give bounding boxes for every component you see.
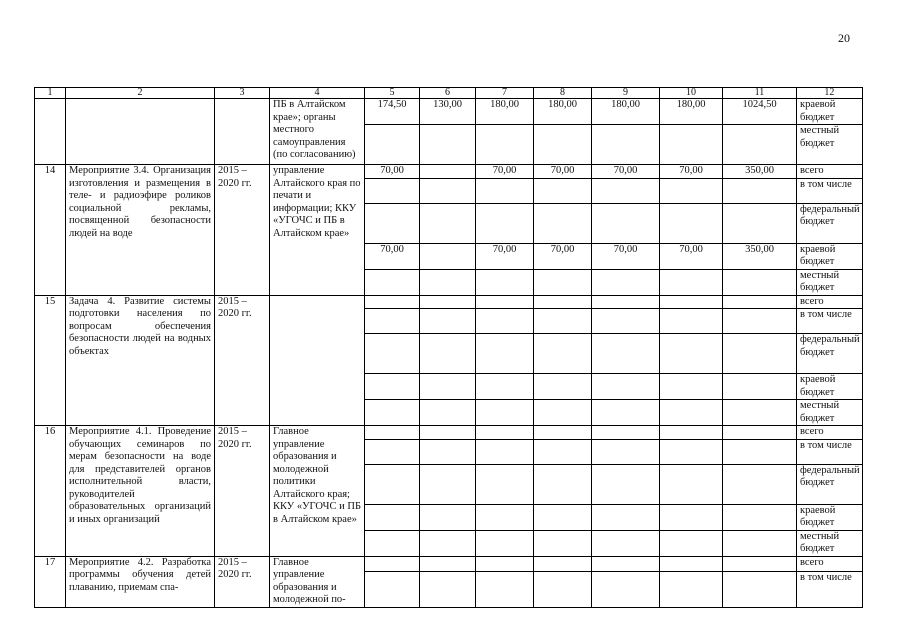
executor	[270, 295, 365, 426]
value-cell	[660, 125, 723, 165]
value-cell	[420, 464, 476, 504]
value-cell: 70,00	[660, 165, 723, 179]
value-cell	[660, 530, 723, 556]
value-cell	[420, 426, 476, 440]
value-cell	[660, 374, 723, 400]
value-cell	[723, 504, 797, 530]
budget-source: краевой бюджет	[797, 243, 863, 269]
table-row	[35, 295, 863, 309]
value-cell	[534, 269, 592, 295]
value-cell	[476, 556, 534, 572]
period	[215, 99, 270, 165]
value-cell: 70,00	[365, 165, 420, 179]
period: 2015 – 2020 гг.	[215, 165, 270, 296]
value-cell	[660, 504, 723, 530]
budget-source: местный бюджет	[797, 125, 863, 165]
budget-source: в том числе	[797, 439, 863, 464]
value-cell	[723, 572, 797, 607]
table-body	[35, 88, 863, 608]
value-cell	[476, 400, 534, 426]
value-cell	[420, 572, 476, 607]
value-cell	[420, 504, 476, 530]
value-cell	[534, 504, 592, 530]
value-cell	[592, 374, 660, 400]
budget-source: краевой бюджет	[797, 374, 863, 400]
value-cell	[592, 400, 660, 426]
measure-name: Мероприятие 4.2. Разработка программы обучения детей плаванию, приемам спа-	[66, 556, 215, 607]
value-cell	[534, 295, 592, 309]
value-cell	[592, 464, 660, 504]
value-cell	[476, 572, 534, 607]
value-cell: 180,00	[592, 99, 660, 125]
value-cell	[592, 504, 660, 530]
value-cell	[476, 464, 534, 504]
period: 2015 – 2020 гг.	[215, 426, 270, 557]
value-cell: 180,00	[534, 99, 592, 125]
value-cell	[723, 426, 797, 440]
value-cell	[592, 178, 660, 203]
header-cell-8: 8	[534, 88, 592, 99]
value-cell	[592, 556, 660, 572]
value-cell	[476, 504, 534, 530]
budget-source: всего	[797, 426, 863, 440]
value-cell	[592, 530, 660, 556]
value-cell	[723, 334, 797, 374]
value-cell	[660, 400, 723, 426]
value-cell	[476, 439, 534, 464]
value-cell	[476, 178, 534, 203]
value-cell	[476, 426, 534, 440]
value-cell: 70,00	[534, 165, 592, 179]
value-cell	[723, 295, 797, 309]
value-cell	[365, 309, 420, 334]
value-cell	[476, 203, 534, 243]
table-row	[35, 99, 863, 125]
value-cell	[420, 165, 476, 179]
value-cell: 70,00	[592, 243, 660, 269]
value-cell: 70,00	[476, 165, 534, 179]
measure-name: Мероприятие 4.1. Проведение обучающих семинаров по мерам безопасности на воде для представителей органов исполнительной власти, руководителей образовательных организаций и иных организаций	[66, 426, 215, 557]
value-cell	[534, 125, 592, 165]
value-cell: 350,00	[723, 243, 797, 269]
value-cell	[660, 439, 723, 464]
header-cell-2: 2	[66, 88, 215, 99]
value-cell	[660, 464, 723, 504]
value-cell	[592, 125, 660, 165]
value-cell	[660, 178, 723, 203]
value-cell	[660, 426, 723, 440]
value-cell	[660, 572, 723, 607]
value-cell: 174,50	[365, 99, 420, 125]
value-cell	[592, 203, 660, 243]
value-cell	[420, 295, 476, 309]
value-cell	[534, 309, 592, 334]
value-cell: 70,00	[592, 165, 660, 179]
header-cell-7: 7	[476, 88, 534, 99]
value-cell: 70,00	[476, 243, 534, 269]
row-number: 15	[35, 295, 66, 426]
header-cell-1: 1	[35, 88, 66, 99]
executor: Главное управление образования и молодежной по-	[270, 556, 365, 607]
budget-source: в том числе	[797, 309, 863, 334]
measure-name	[66, 99, 215, 165]
value-cell	[660, 203, 723, 243]
table-row	[35, 556, 863, 572]
value-cell	[420, 125, 476, 165]
value-cell	[420, 400, 476, 426]
budget-source: федеральный бюджет	[797, 334, 863, 374]
value-cell	[723, 464, 797, 504]
period: 2015 – 2020 гг.	[215, 556, 270, 607]
page-number: 20	[838, 31, 850, 45]
value-cell	[723, 309, 797, 334]
budget-source: федеральный бюджет	[797, 203, 863, 243]
header-cell-5: 5	[365, 88, 420, 99]
value-cell: 1024,50	[723, 99, 797, 125]
value-cell: 70,00	[534, 243, 592, 269]
budget-source: федеральный бюджет	[797, 464, 863, 504]
value-cell	[534, 572, 592, 607]
value-cell	[365, 334, 420, 374]
value-cell	[660, 556, 723, 572]
value-cell	[420, 269, 476, 295]
value-cell	[534, 426, 592, 440]
row-number	[35, 99, 66, 165]
value-cell	[476, 295, 534, 309]
budget-source: краевой бюджет	[797, 99, 863, 125]
value-cell	[476, 530, 534, 556]
header-cell-3: 3	[215, 88, 270, 99]
value-cell	[723, 530, 797, 556]
value-cell	[723, 439, 797, 464]
value-cell	[534, 464, 592, 504]
value-cell	[420, 556, 476, 572]
value-cell: 130,00	[420, 99, 476, 125]
row-number: 16	[35, 426, 66, 557]
value-cell	[420, 530, 476, 556]
row-number: 14	[35, 165, 66, 296]
value-cell: 70,00	[660, 243, 723, 269]
value-cell	[534, 556, 592, 572]
executor: Главное управление образования и молодежной политики Алтайского края; ККУ «УГОЧС и ПБ в Алтайском крае»	[270, 426, 365, 557]
table-row	[35, 165, 863, 179]
table-row	[35, 426, 863, 440]
value-cell: 180,00	[476, 99, 534, 125]
value-cell: 350,00	[723, 165, 797, 179]
value-cell	[592, 572, 660, 607]
executor: ПБ в Алтайском крае»; органы местного самоуправления (по согласованию)	[270, 99, 365, 165]
value-cell	[365, 269, 420, 295]
value-cell	[476, 125, 534, 165]
header-cell-10: 10	[660, 88, 723, 99]
value-cell	[534, 439, 592, 464]
value-cell: 180,00	[660, 99, 723, 125]
value-cell	[723, 203, 797, 243]
budget-source: всего	[797, 556, 863, 572]
budget-source: краевой бюджет	[797, 504, 863, 530]
value-cell	[534, 203, 592, 243]
value-cell	[592, 295, 660, 309]
value-cell	[365, 125, 420, 165]
header-cell-11: 11	[723, 88, 797, 99]
value-cell	[660, 269, 723, 295]
measure-name: Задача 4. Развитие системы подготовки населения по вопросам обеспечения безопасности людей на водных объектах	[66, 295, 215, 426]
budget-source: местный бюджет	[797, 269, 863, 295]
executor: управление Алтайского края по печати и информации; ККУ «УГОЧС и ПБ в Алтайском крае»	[270, 165, 365, 296]
value-cell	[365, 400, 420, 426]
budget-table	[34, 87, 863, 608]
header-cell-4: 4	[270, 88, 365, 99]
value-cell	[723, 178, 797, 203]
budget-source: всего	[797, 295, 863, 309]
value-cell	[420, 334, 476, 374]
value-cell	[660, 334, 723, 374]
value-cell	[723, 400, 797, 426]
value-cell	[476, 334, 534, 374]
budget-source: в том числе	[797, 572, 863, 607]
value-cell	[365, 295, 420, 309]
budget-source: всего	[797, 165, 863, 179]
budget-source: местный бюджет	[797, 400, 863, 426]
value-cell	[592, 439, 660, 464]
value-cell	[420, 439, 476, 464]
value-cell	[723, 125, 797, 165]
header-cell-12: 12	[797, 88, 863, 99]
value-cell	[592, 334, 660, 374]
value-cell	[365, 464, 420, 504]
value-cell	[534, 400, 592, 426]
value-cell	[420, 374, 476, 400]
header-row	[35, 88, 863, 99]
value-cell	[420, 243, 476, 269]
value-cell	[723, 374, 797, 400]
value-cell	[592, 269, 660, 295]
value-cell	[534, 178, 592, 203]
value-cell	[534, 374, 592, 400]
value-cell	[365, 374, 420, 400]
measure-name: Мероприятие 3.4. Организация изготовления и размещения в теле- и радиоэфире роликов социальной рекламы, посвященной безопасности людей на воде	[66, 165, 215, 296]
value-cell	[476, 309, 534, 334]
value-cell	[534, 530, 592, 556]
header-cell-9: 9	[592, 88, 660, 99]
value-cell	[420, 203, 476, 243]
value-cell	[365, 530, 420, 556]
budget-source: в том числе	[797, 178, 863, 203]
header-cell-6: 6	[420, 88, 476, 99]
value-cell	[534, 334, 592, 374]
value-cell	[365, 439, 420, 464]
value-cell	[476, 374, 534, 400]
value-cell	[723, 269, 797, 295]
row-number: 17	[35, 556, 66, 607]
value-cell: 70,00	[365, 243, 420, 269]
value-cell	[365, 426, 420, 440]
period: 2015 – 2020 гг.	[215, 295, 270, 426]
value-cell	[592, 426, 660, 440]
value-cell	[420, 309, 476, 334]
value-cell	[365, 556, 420, 572]
budget-source: местный бюджет	[797, 530, 863, 556]
value-cell	[723, 556, 797, 572]
value-cell	[365, 178, 420, 203]
value-cell	[660, 309, 723, 334]
value-cell	[365, 504, 420, 530]
value-cell	[592, 309, 660, 334]
value-cell	[420, 178, 476, 203]
value-cell	[660, 295, 723, 309]
value-cell	[476, 269, 534, 295]
value-cell	[365, 203, 420, 243]
value-cell	[365, 572, 420, 607]
